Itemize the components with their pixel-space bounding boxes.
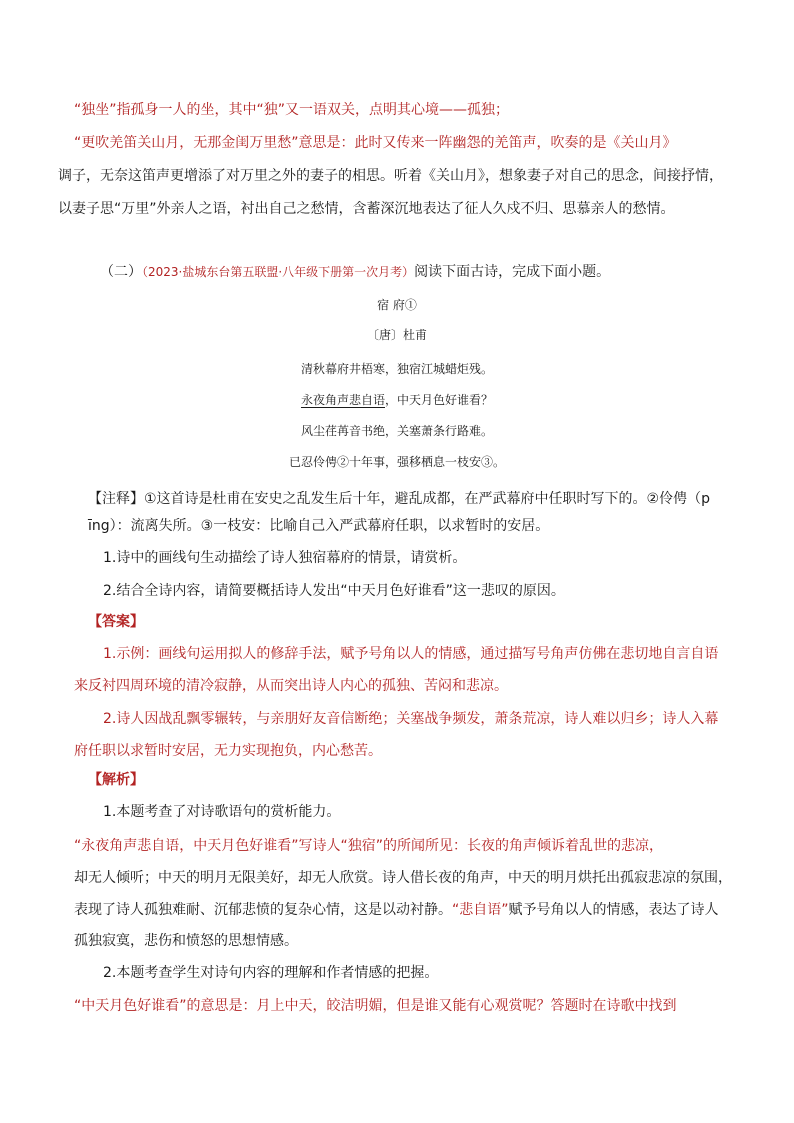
- question-prefix: （二）: [100, 264, 142, 280]
- analysis-1-line-2: 却无人倾听；中天的明月无限美好，却无人欣赏。诗人借长夜的角声，中天的明月烘托出孤寂悲凉的氛围，: [74, 870, 732, 886]
- poem-line-2: [0, 391, 794, 409]
- poem-line-3: 风尘荏苒音书绝，关塞萧条行路难。: [300, 424, 493, 438]
- notes-line-2: īng）：流离失所。③一枝安：比喻自己入严武幕府任职，以求暂时的安居。: [88, 518, 550, 534]
- answer-2-line-1: 2.诗人因战乱飘零辗转，与亲朋好友音信断绝；关塞战争频发，萧条荒凉，诗人难以归乡；诗人入幕: [103, 711, 719, 727]
- paragraph-qiangdi-line2: [58, 166, 723, 186]
- paragraph-text: “更吹羌笛关山月，无那金闺万里愁”意思是：此时又传来一阵幽怨的羌笛声，吹奏的是《关山月》: [74, 135, 677, 151]
- analysis-1-heading: 1.本题考查了对诗歌语句的赏析能力。: [103, 804, 341, 820]
- paragraph-dusuo: [74, 100, 509, 120]
- poem-title: 宿 府①: [377, 298, 417, 312]
- question-2: 2.结合全诗内容，请简要概括诗人发出“中天月色好谁看”这一悲叹的原因。: [103, 583, 565, 599]
- analysis-text: 表现了诗人孤独难耐、沉郁悲愤的复杂心情，这是以动衬静。: [74, 902, 452, 918]
- poem-underlined-phrase: 永夜角声悲自语: [300, 393, 385, 407]
- question-header: [100, 262, 610, 282]
- analysis-1-line-4: 孤独寂寞，悲伤和愤怒的思想情感。: [74, 933, 298, 949]
- paragraph-qiangdi-line1: [74, 133, 677, 153]
- paragraph-text: “独坐”指孤身一人的坐，其中“独”又一语双关，点明其心境——孤独；: [74, 102, 510, 118]
- question-1: 1.诗中的画线句生动描绘了诗人独宿幕府的情景，请赏析。: [103, 550, 467, 566]
- analysis-1-line-1: “永夜角声悲自语，中天月色好谁看”写诗人“独宿”的所闻所见：长夜的角声倾诉着乱世的悲凉，: [74, 838, 664, 854]
- poem-line-2-rest: ，中天月色好谁看？: [385, 393, 494, 407]
- poem-author: 〔唐〕杜甫: [366, 328, 427, 342]
- notes-line-1: 【注释】①这首诗是杜甫在安史之乱发生后十年，避乱成都，在严武幕府中任职时写下的。②伶俜（p: [88, 491, 710, 507]
- question-instruction: 阅读下面古诗，完成下面小题。: [414, 264, 611, 280]
- analysis-1-line-3: [74, 900, 719, 920]
- answer-1-line-2: 来反衬四周环境的清冷寂静，从而突出诗人内心的孤独、苦闷和悲凉。: [74, 678, 508, 694]
- paragraph-qiangdi-line3: [58, 199, 675, 219]
- answer-2-line-2: 府任职以求暂时安居，无力实现抱负，内心愁苦。: [74, 743, 382, 759]
- analysis-text: 赋予号角以人的情感，表达了诗人: [508, 902, 719, 918]
- analysis-label: 【解析】: [88, 772, 144, 788]
- paragraph-text: 以妻子思“万里”外亲人之语，衬出自己之愁情，含蓄深沉地表达了征人久戍不归、思慕亲人的愁情。: [58, 201, 675, 217]
- analysis-quote: “悲自语”: [452, 902, 509, 918]
- paragraph-text: 调子，无奈这笛声更增添了对万里之外的妻子的相思。听着《关山月》，想象妻子对自己的思念，间接抒情，: [58, 168, 723, 184]
- analysis-2-line-1: “中天月色好谁看”的意思是：月上中天，皎洁明媚，但是谁又能有心观赏呢？答题时在诗歌中找到: [74, 998, 677, 1014]
- question-source: （2023·盐城东台第五联盟·八年级下册第一次月考）: [142, 265, 415, 279]
- analysis-2-heading: 2.本题考查学生对诗句内容的理解和作者情感的把握。: [103, 965, 439, 981]
- poem-line-4: 已忍伶俜②十年事，强移栖息一枝安③。: [288, 455, 505, 469]
- poem-line-1: 清秋幕府井梧寒，独宿江城蜡炬残。: [300, 362, 493, 376]
- answer-label: 【答案】: [88, 614, 144, 630]
- answer-1-line-1: 1.示例：画线句运用拟人的修辞手法，赋予号角以人的情感，通过描写号角声仿佛在悲切地自言自语: [103, 646, 719, 662]
